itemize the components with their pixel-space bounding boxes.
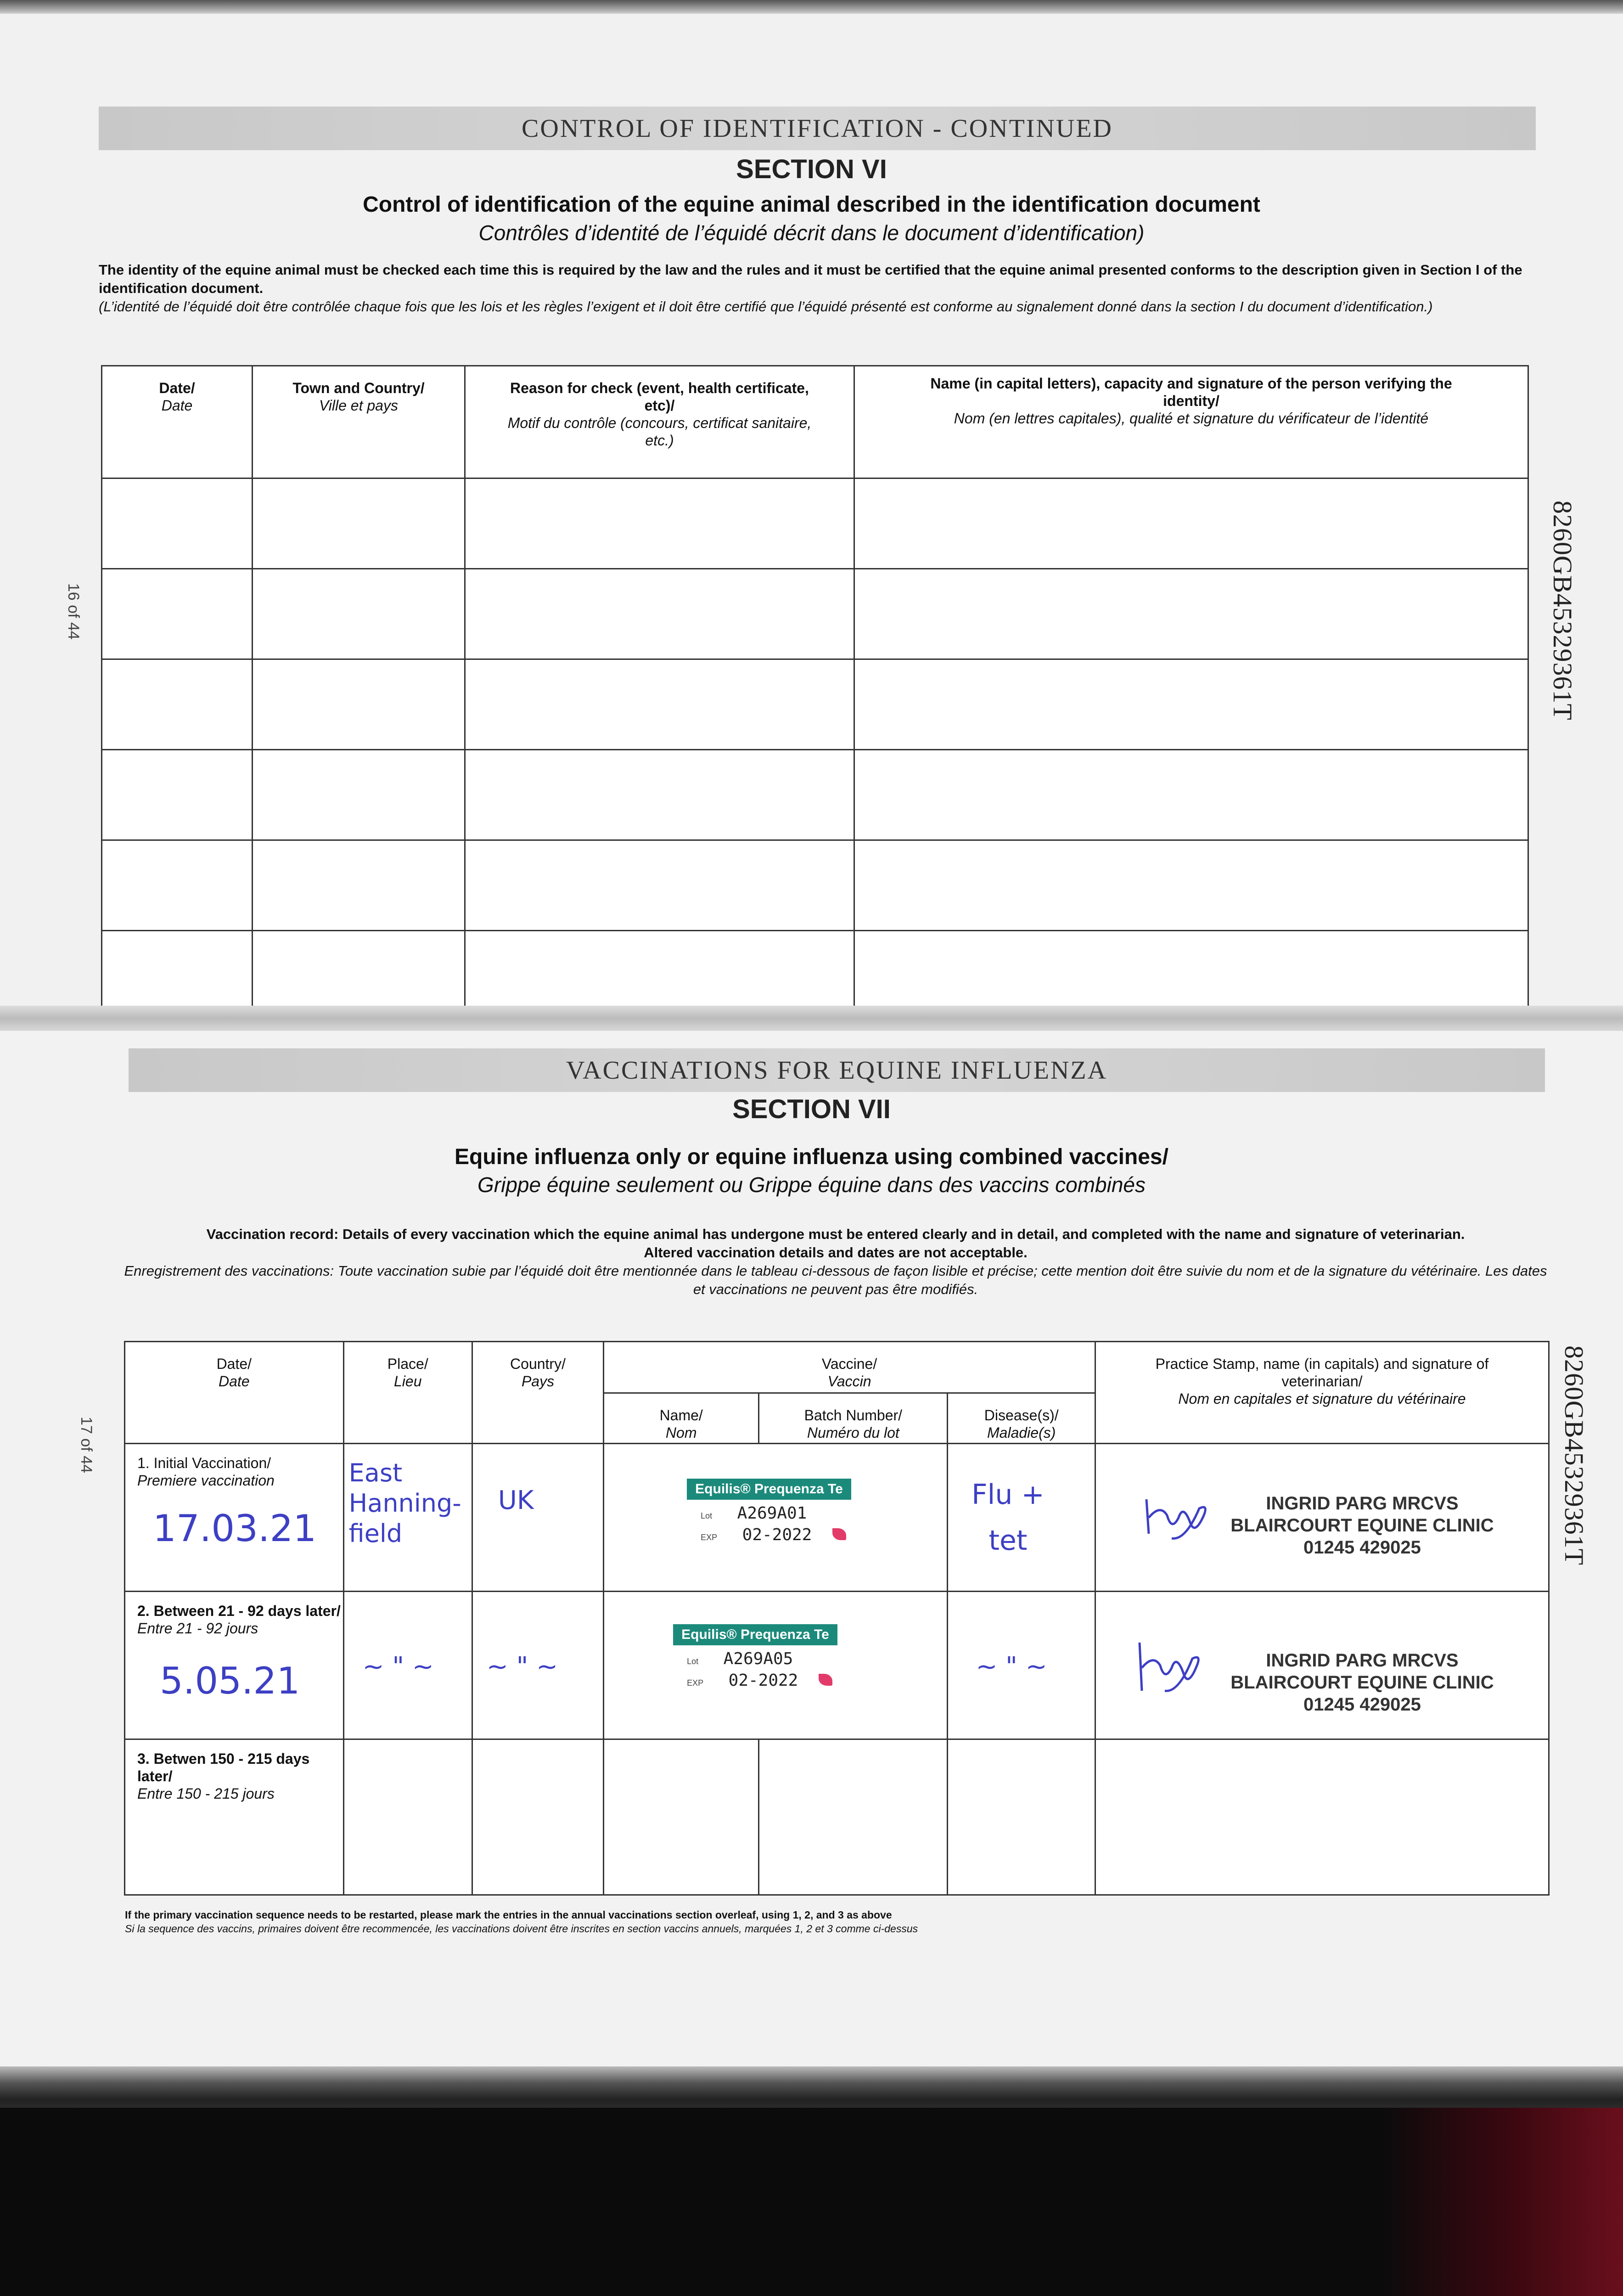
practice-stamp xyxy=(1220,1649,1505,1716)
vaccination-date: 17.03.21 xyxy=(153,1507,317,1550)
vaccine-label-cell xyxy=(604,1444,948,1592)
instructions-en-2: Altered vaccination details and dates are not acceptable. xyxy=(644,1244,1028,1261)
stamp-cell xyxy=(1095,1444,1549,1592)
table-row[interactable] xyxy=(102,750,1528,840)
col-batch: Batch Number/ Numéro du lot xyxy=(759,1393,948,1444)
disease-cell xyxy=(948,1592,1095,1739)
vaccination-row-3[interactable] xyxy=(125,1739,1549,1895)
place-text: East Hanning-field xyxy=(348,1458,461,1548)
banner-text: VACCINATIONS FOR EQUINE INFLUENZA xyxy=(566,1056,1108,1085)
section-banner xyxy=(129,1048,1545,1092)
instructions-en-1: Vaccination record: Details of every vaccination which the equine animal has undergone must be entered clearly and in detail, and completed with the name and signature of veterinarian. xyxy=(206,1226,1465,1242)
batch-number: A269A01 xyxy=(737,1504,807,1523)
table-row[interactable] xyxy=(102,840,1528,931)
exp-label: EXP xyxy=(687,1678,704,1688)
table-row[interactable] xyxy=(102,478,1528,569)
country-text: UK xyxy=(498,1486,534,1515)
row-label: 1. Initial Vaccination/ Premiere vaccination 17.03.21 xyxy=(125,1444,344,1592)
col-country: Country/ Pays xyxy=(472,1342,603,1444)
footnote-en: If the primary vaccination sequence needs to be restarted, please mark the entries in the annual vaccinations section overleaf, using 1, 2, and 3 as above xyxy=(125,1909,892,1921)
section-heading: Control of identification of the equine animal described in the identification document xyxy=(363,192,1260,217)
instructions-fr: (L’identité de l’équidé doit être contrôlée chaque fois que les lois et les règles l’exigent et il doit être certifié que l’équidé présenté est conforme au signalement donné dans la section I du document d’identification.) xyxy=(99,298,1433,315)
vaccination-table xyxy=(124,1341,1550,1896)
place-cell xyxy=(343,1444,472,1592)
vet-name: INGRID PARG MRCVS xyxy=(1266,1650,1459,1671)
col-vaccine: Vaccine/ Vaccin xyxy=(604,1342,1095,1393)
section-heading: Equine influenza only or equine influenza using combined vaccines/ xyxy=(455,1145,1168,1169)
vaccine-name-label: Equilis® Prequenza Te xyxy=(673,1624,837,1645)
vet-name: INGRID PARG MRCVS xyxy=(1266,1493,1459,1514)
table-row[interactable] xyxy=(102,931,1528,1009)
clinic-name: BLAIRCOURT EQUINE CLINIC xyxy=(1230,1672,1494,1693)
instructions-en: The identity of the equine animal must be checked each time this is required by the law and the rules and it must be certified that the equine animal presented conforms to the description given in Section I of the identification document. xyxy=(99,262,1522,296)
instructions-fr: Enregistrement des vaccinations: Toute vaccination subie par l’équidé doit être mentionnée dans le tableau ci-dessous de façon lisible et précise; cette mention doit être suivie du nom et de la signature du vétérinaire. Les dates et vaccinations ne peuvent pas être modifiés. xyxy=(124,1263,1547,1297)
vaccine-sticker xyxy=(687,1479,870,1548)
lot-label: Lot xyxy=(687,1657,699,1666)
book-bottom-edge xyxy=(0,2066,1623,2108)
col-vaccine-name: Name/ Nom xyxy=(604,1393,759,1444)
batch-number: A269A05 xyxy=(723,1649,793,1668)
footnote xyxy=(125,1908,1548,1936)
vaccine-name-label: Equilis® Prequenza Te xyxy=(687,1479,851,1500)
page-number: 16 of 44 xyxy=(65,583,82,640)
row-label: 3. Betwen 150 - 215 days later/ Entre 150 - 215 jours xyxy=(125,1739,344,1895)
section-heading-fr: Contrôles d’identité de l’équidé décrit dans le document d’identification) xyxy=(478,221,1145,245)
exp-label: EXP xyxy=(701,1533,718,1542)
place-cell xyxy=(343,1592,472,1739)
vaccination-instructions xyxy=(124,1225,1547,1299)
disease-text: Flu + tet xyxy=(972,1479,1045,1557)
scan-background xyxy=(0,2108,1623,2296)
vaccine-label-cell xyxy=(604,1592,948,1739)
vaccination-date: 5.05.21 xyxy=(160,1660,300,1702)
col-place: Place/ Lieu xyxy=(343,1342,472,1444)
section-heading-fr: Grippe équine seulement ou Grippe équine dans des vaccins combinés xyxy=(477,1173,1146,1197)
section-title: SECTION VII xyxy=(732,1094,891,1124)
disease-text: ~ " ~ xyxy=(976,1652,1047,1682)
expiry-date: 02-2022 xyxy=(742,1525,812,1544)
vaccine-sticker xyxy=(673,1624,857,1693)
practice-stamp xyxy=(1220,1492,1505,1559)
clinic-name: BLAIRCOURT EQUINE CLINIC xyxy=(1230,1515,1494,1536)
disease-cell xyxy=(948,1444,1095,1592)
col-reason: Reason for check (event, health certificate, etc)/ Motif du contrôle (concours, certificat sanitaire, etc.) xyxy=(465,366,854,478)
sticker-mark xyxy=(832,1528,846,1540)
place-text: ~ " ~ xyxy=(362,1652,434,1682)
section-title: SECTION VI xyxy=(736,154,887,184)
col-practice-stamp: Practice Stamp, name (in capitals) and signature of veterinarian/ Nom en capitales et signature du vétérinaire xyxy=(1095,1342,1549,1444)
country-text: ~ " ~ xyxy=(486,1652,558,1682)
table-row[interactable] xyxy=(102,569,1528,659)
lot-label: Lot xyxy=(701,1511,713,1520)
footnote-fr: Si la sequence des vaccins, primaires doivent être recommencée, les vaccinations doivent être inscrites en section vaccins annuels, marquées 1, 2 et 3 comme ci-dessus xyxy=(125,1923,918,1935)
col-verifier: Name (in capital letters), capacity and signature of the person verifying the identity/ Nom (en lettres capitales), qualité et signature du vérificateur de l’identité xyxy=(854,366,1528,478)
col-town: Town and Country/ Ville et pays xyxy=(253,366,465,478)
identity-check-table xyxy=(101,365,1529,1009)
instructions xyxy=(99,261,1527,316)
page-number: 17 of 44 xyxy=(78,1417,95,1473)
vet-signature xyxy=(1128,1636,1211,1700)
vaccination-row-1[interactable] xyxy=(125,1444,1549,1592)
col-date: Date/ Date xyxy=(102,366,253,478)
expiry-date: 02-2022 xyxy=(728,1671,798,1690)
row-label: 2. Between 21 - 92 days later/ Entre 21 - 92 jours 5.05.21 xyxy=(125,1592,344,1739)
passport-serial: 8260GB45329361T xyxy=(1548,501,1578,720)
country-cell xyxy=(472,1592,603,1739)
country-cell xyxy=(472,1444,603,1592)
clinic-phone: 01245 429025 xyxy=(1303,1694,1421,1715)
vaccination-row-2[interactable] xyxy=(125,1592,1549,1739)
col-disease: Disease(s)/ Maladie(s) xyxy=(948,1393,1095,1444)
clinic-phone: 01245 429025 xyxy=(1303,1537,1421,1558)
section-banner xyxy=(99,107,1536,150)
banner-text: CONTROL OF IDENTIFICATION - CONTINUED xyxy=(522,114,1113,143)
sticker-mark xyxy=(819,1674,832,1686)
col-date: Date/ Date xyxy=(125,1342,344,1444)
passport-serial: 8260GB45329361T xyxy=(1559,1345,1589,1565)
stamp-cell xyxy=(1095,1592,1549,1739)
vet-signature xyxy=(1140,1490,1213,1545)
table-row[interactable] xyxy=(102,659,1528,750)
